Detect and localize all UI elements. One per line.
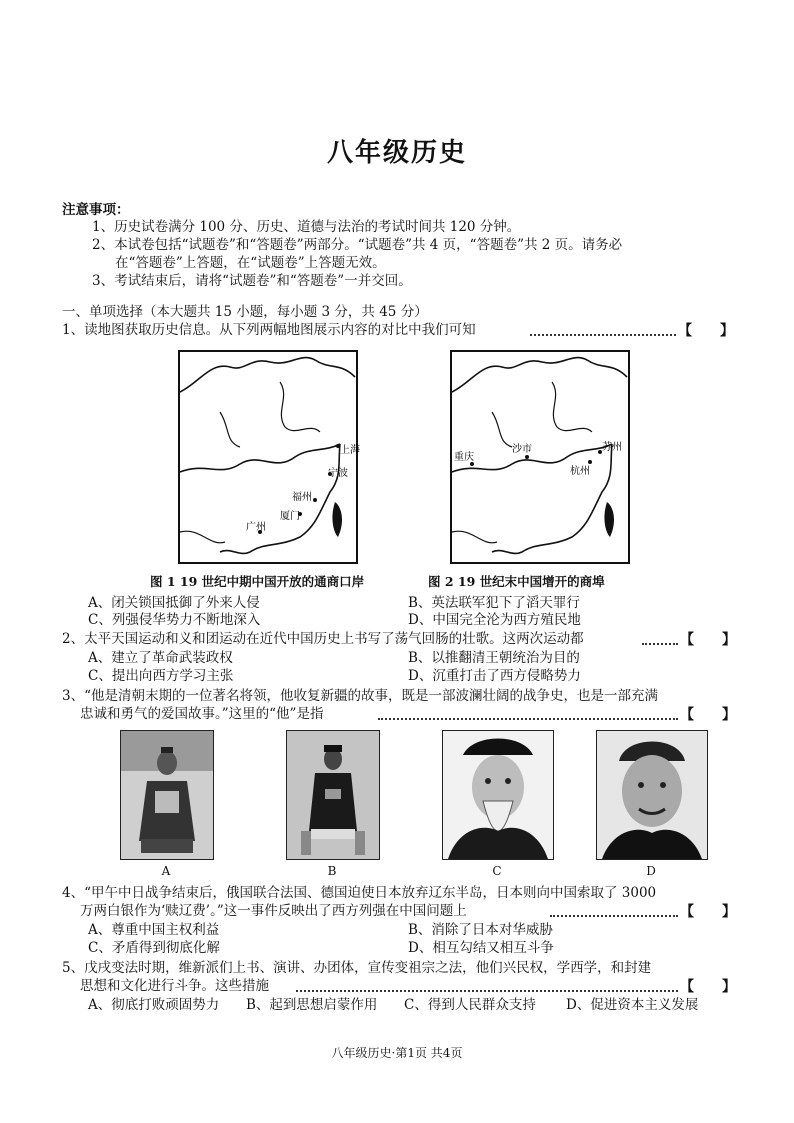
portrait-c-label: C <box>492 864 502 878</box>
q3-answer-bracket[interactable]: 【 】 <box>680 707 736 723</box>
map2-label-hangzhou: 杭州 <box>570 466 590 477</box>
q1-option-b[interactable]: B、英法联军犯下了滔天罪行 <box>408 595 580 611</box>
q5-answer-bracket[interactable]: 【 】 <box>680 979 736 995</box>
q4-option-d[interactable]: D、相互勾结又相互斗争 <box>408 940 554 956</box>
notes-heading: 注意事项： <box>62 202 130 218</box>
q2-option-b[interactable]: B、以推翻清王朝统治为目的 <box>408 650 580 666</box>
map2-label-chongqing: 重庆 <box>454 452 474 463</box>
portrait-a[interactable] <box>120 730 214 860</box>
q5-option-d[interactable]: D、促进资本主义发展 <box>566 997 699 1013</box>
portrait-a-label: A <box>161 864 171 878</box>
map-1 <box>178 350 358 564</box>
q4-dots <box>550 915 678 917</box>
q2-dots <box>642 643 678 645</box>
q1-option-a[interactable]: A、闭关锁国抵御了外来人侵 <box>88 595 260 611</box>
map1-label-xiamen: 厦门 <box>280 511 300 522</box>
map1-label-fuzhou: 福州 <box>292 492 312 503</box>
map1-label-guangzhou: 广州 <box>246 522 266 533</box>
q3-dots <box>378 718 678 720</box>
q2-answer-bracket[interactable]: 【 】 <box>680 632 736 648</box>
q3-stem-line1: 3、“他是清朝末期的一位著名将领，他收复新疆的故事，既是一部波澜壮阔的战争史，也是一部充满 <box>62 688 658 704</box>
q4-option-b[interactable]: B、消除了日本对华威胁 <box>408 922 553 938</box>
portrait-c-figure <box>443 731 553 859</box>
portrait-b-figure <box>287 731 379 859</box>
section-heading: 一、单项选择（本大题共 15 小题，每小题 3 分，共 45 分） <box>62 304 428 320</box>
q2-option-c[interactable]: C、提出向西方学习主张 <box>88 668 234 684</box>
page-title: 八年级历史 <box>326 138 467 168</box>
q1-option-c[interactable]: C、列强侵华势力不断地深入 <box>88 612 261 628</box>
q1-answer-bracket[interactable]: 【 】 <box>678 323 734 339</box>
map1-label-shanghai: 上海 <box>340 445 360 456</box>
q4-stem-line1: 4、“甲午中日战争结束后，俄国联合法国、德国迫使日本放弃辽东半岛，日本则向中国索取了 3000 <box>62 885 657 901</box>
q5-option-a[interactable]: A、彻底打败顽固势力 <box>88 997 220 1013</box>
portrait-d[interactable] <box>596 730 708 860</box>
q1-stem: 1、读地图获取历史信息。从下列两幅地图展示内容的对比中我们可知 <box>62 322 476 338</box>
q5-stem-line2: 思想和文化进行斗争。这些措施 <box>80 978 269 994</box>
note-item-2: 2、本试卷包括“试题卷”和“答题卷”两部分。“试题卷”共 4 页，“答题卷”共 2 页。请务必 <box>92 237 623 253</box>
note-item-1: 1、历史试卷满分 100 分、历史、道德与法治的考试时间共 120 分钟。 <box>92 219 521 235</box>
map-2 <box>450 350 630 564</box>
q1-option-d[interactable]: D、中国完全沦为西方殖民地 <box>408 612 581 628</box>
q4-option-a[interactable]: A、尊重中国主权利益 <box>88 922 220 938</box>
portrait-b-label: B <box>327 864 337 878</box>
q2-option-d[interactable]: D、沉重打击了西方侵略势力 <box>408 668 581 684</box>
q5-option-c[interactable]: C、得到人民群众支持 <box>404 997 536 1013</box>
map-1-outline <box>180 352 360 562</box>
map-1-caption: 图 1 19 世纪中期中国开放的通商口岸 <box>150 574 365 589</box>
map-2-caption: 图 2 19 世纪末中国增开的商埠 <box>428 574 605 589</box>
portrait-c[interactable] <box>442 730 554 860</box>
q5-dots <box>296 990 678 992</box>
note-item-3: 3、考试结束后，请将“试题卷”和“答题卷”一并交回。 <box>92 273 412 289</box>
map2-label-suzhou: 苏州 <box>602 442 622 453</box>
portrait-d-figure <box>597 731 707 859</box>
page-footer: 八年级历史·第1页 共4页 <box>331 1046 463 1060</box>
q3-stem-line2: 忠诚和勇气的爱国故事。”这里的“他”是指 <box>80 706 324 722</box>
q4-stem-line2: 万两白银作为‘赎辽费’。”这一事件反映出了西方列强在中国问题上 <box>80 903 467 919</box>
q5-stem-line1: 5、戊戌变法时期，维新派们上书、演讲、办团体，宣传变祖宗之法，他们兴民权，学西学，和封建 <box>62 960 652 976</box>
q5-option-b[interactable]: B、起到思想启蒙作用 <box>246 997 378 1013</box>
note-item-2-cont: 在“答题卷”上答题，在“试题卷”上答题无效。 <box>115 255 386 271</box>
map-2-outline <box>452 352 628 562</box>
q1-dots <box>530 334 676 336</box>
q4-answer-bracket[interactable]: 【 】 <box>680 904 736 920</box>
portrait-b[interactable] <box>286 730 380 860</box>
q4-option-c[interactable]: C、矛盾得到彻底化解 <box>88 940 220 956</box>
map2-label-shashi: 沙市 <box>512 444 532 455</box>
portrait-d-label: D <box>646 864 656 878</box>
portrait-a-figure <box>121 731 213 859</box>
q2-option-a[interactable]: A、建立了革命武装政权 <box>88 650 233 666</box>
map1-label-ningbo: 宁波 <box>328 468 348 479</box>
q2-stem: 2、太平天国运动和义和团运动在近代中国历史上书写了荡气回肠的壮歌。这两次运动都 <box>62 631 584 647</box>
